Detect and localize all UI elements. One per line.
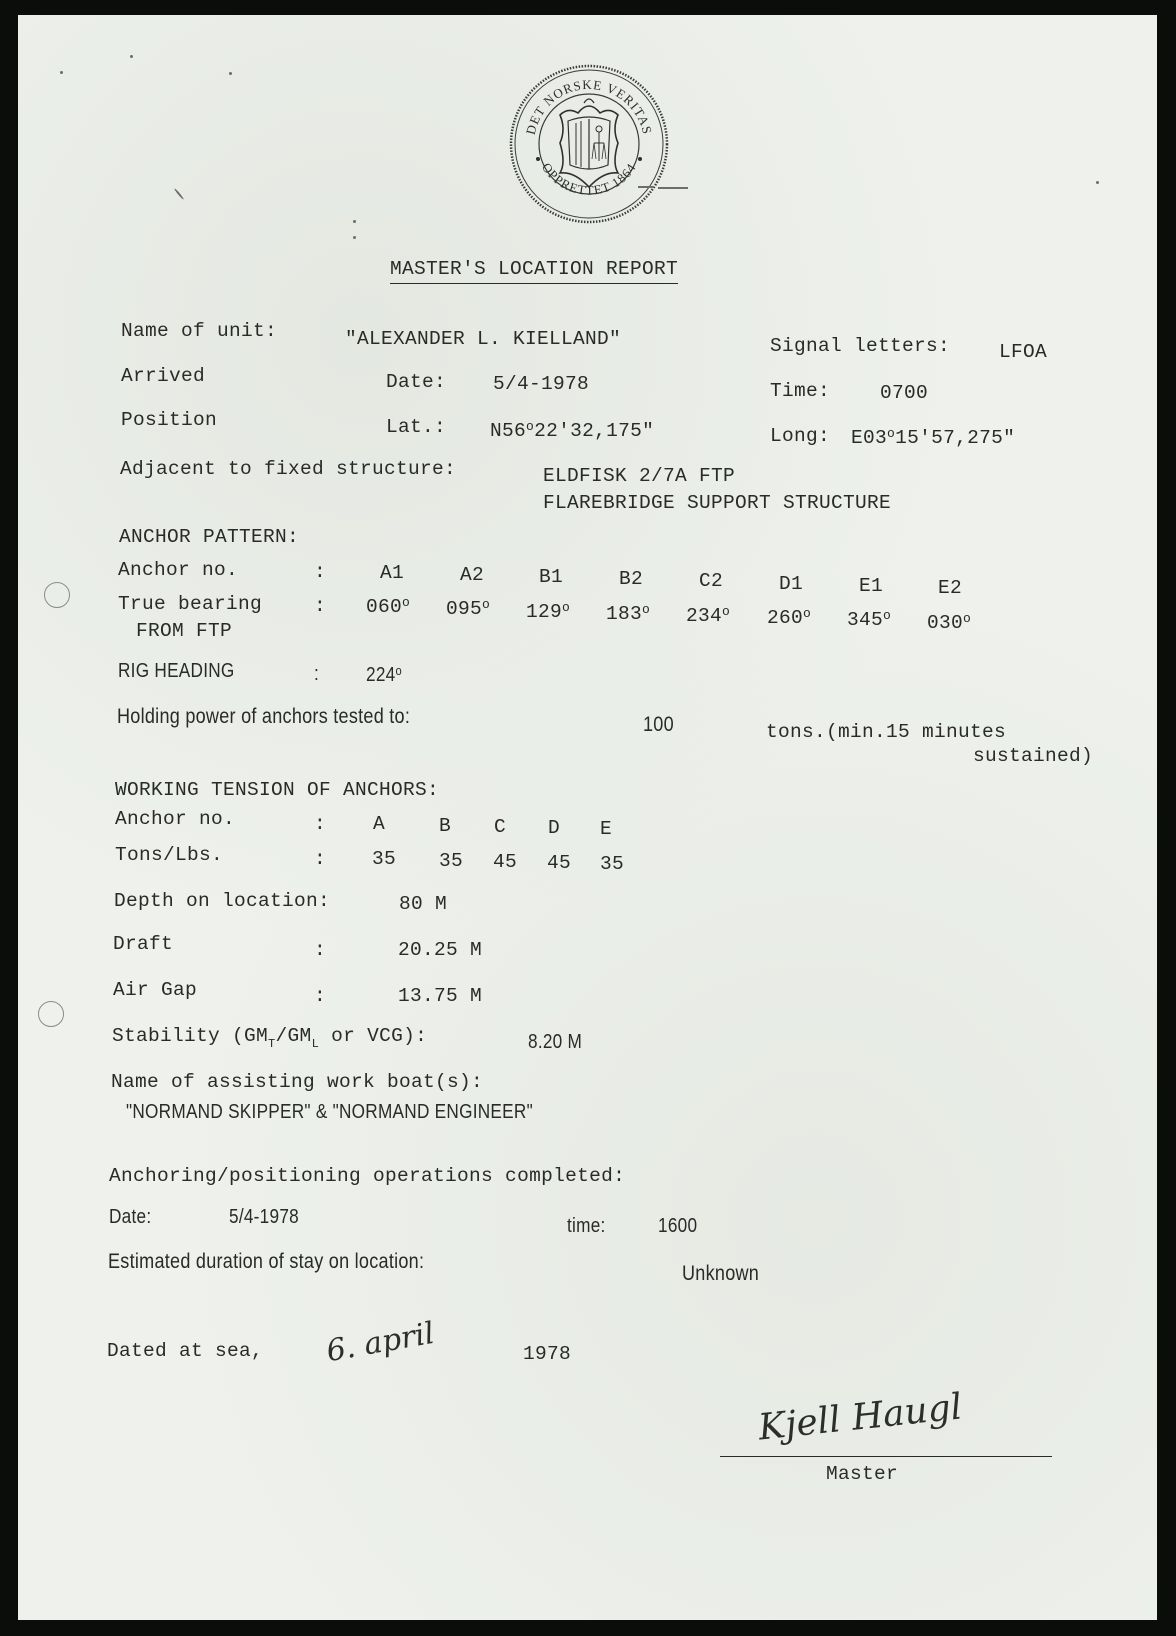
anchor-bearing: 345$^o$ [847, 608, 892, 631]
completed-time-label: time: [567, 1215, 606, 1237]
tons-label: Tons/Lbs. [115, 844, 224, 866]
tension-tons: 45 [493, 851, 518, 873]
anchor-bearing: 183$^o$ [606, 602, 651, 625]
true-bearing-label: True bearing [118, 593, 263, 615]
dated-year: 1978 [523, 1343, 572, 1365]
draft-label: Draft [113, 933, 174, 955]
tons-colon: : [314, 848, 327, 870]
stray-mark [658, 187, 688, 189]
air-gap-colon: : [314, 985, 327, 1007]
master-signature: Kjell Haugl [756, 1386, 965, 1449]
adjacent-structure-line1: ELDFISK 2/7A FTP [543, 465, 736, 487]
operations-completed-label: Anchoring/positioning operations completed: [109, 1165, 626, 1187]
anchor-bearing: 030$^o$ [927, 611, 972, 634]
anchor-id: A2 [460, 564, 485, 586]
tension-anchor-id: D [548, 817, 561, 839]
arrived-label: Arrived [121, 365, 206, 387]
holding-power-label: Holding power of anchors tested to: [117, 705, 411, 728]
adjacent-structure-line2: FLAREBRIDGE SUPPORT STRUCTURE [543, 492, 892, 514]
latitude-value: N56$^o$22'32,175" [490, 419, 655, 442]
anchor-bearing: 060$^o$ [366, 595, 411, 618]
seal-text-bottom: OPPRETTET 1864 [538, 159, 639, 198]
anchor-pattern-heading: ANCHOR PATTERN: [119, 526, 300, 548]
anchor-bearing: 095$^o$ [446, 597, 491, 620]
anchor-id: B1 [539, 566, 564, 588]
report-title: MASTER'S LOCATION REPORT [390, 258, 678, 284]
holding-power-unit-line2: sustained) [973, 745, 1094, 767]
completed-date-value: 5/4-1978 [229, 1206, 299, 1228]
stray-mark [174, 188, 185, 200]
unit-value: "ALEXANDER L. KIELLAND" [345, 328, 622, 350]
draft-value: 20.25 M [398, 939, 483, 961]
speck [60, 71, 63, 74]
det-norske-veritas-seal [508, 63, 670, 225]
stability-label: Stability ($GM_T/GM_L$ or VCG): [112, 1025, 428, 1051]
anchor-no-label: Anchor no. [118, 559, 239, 581]
stability-value: 8.20 M [528, 1031, 583, 1053]
anchor-id: A1 [380, 562, 405, 584]
tension-anchor-id: A [373, 813, 386, 835]
draft-colon: : [314, 939, 327, 961]
anchor-id: D1 [779, 573, 804, 595]
longitude-label: Long: [770, 425, 831, 447]
speck [229, 72, 232, 75]
anchor-id: B2 [619, 568, 644, 590]
anchor-id: C2 [699, 570, 724, 592]
depth-label: Depth on location: [114, 890, 331, 912]
latitude-label: Lat.: [386, 416, 447, 438]
signature-line [720, 1456, 1052, 1457]
rig-heading-label: RIG HEADING [118, 660, 235, 682]
duration-label: Estimated duration of stay on location: [108, 1250, 425, 1273]
unit-label: Name of unit: [121, 320, 278, 342]
tension-tons: 35 [372, 848, 397, 870]
signal-letters-value: LFOA [999, 341, 1048, 363]
tension-anchor-no-colon: : [314, 813, 327, 835]
holding-power-unit-line1: tons.(min.15 minutes [766, 721, 1007, 743]
tension-tons: 35 [600, 853, 625, 875]
anchor-id: E1 [859, 575, 884, 597]
signal-letters-label: Signal letters: [770, 335, 951, 357]
tension-tons: 45 [547, 852, 572, 874]
anchor-no-colon: : [314, 561, 327, 583]
document-page [18, 15, 1157, 1620]
adjacent-structure-label: Adjacent to fixed structure: [120, 458, 457, 480]
anchor-id: E2 [938, 577, 963, 599]
speck [130, 55, 133, 58]
air-gap-label: Air Gap [113, 979, 198, 1001]
speck [1096, 181, 1099, 184]
handwritten-date: 6. april [323, 1315, 437, 1370]
tension-anchor-no-label: Anchor no. [115, 808, 236, 830]
dated-at-sea-label: Dated at sea, [107, 1340, 264, 1362]
air-gap-value: 13.75 M [398, 985, 483, 1007]
true-bearing-colon: : [314, 595, 327, 617]
arrived-date-label: Date: [386, 371, 447, 393]
holding-power-value: 100 [643, 713, 674, 736]
work-boats-label: Name of assisting work boat(s): [111, 1071, 484, 1093]
completed-date-label: Date: [109, 1206, 152, 1228]
completed-time-value: 1600 [658, 1215, 698, 1237]
arrived-date-value: 5/4-1978 [493, 373, 590, 395]
longitude-value: E03$^o$15'57,275" [851, 426, 1016, 449]
anchor-bearing: 260$^o$ [767, 606, 812, 629]
position-label: Position [121, 409, 218, 431]
master-label: Master [826, 1463, 899, 1485]
arrived-time-value: 0700 [880, 382, 929, 404]
arrived-time-label: Time: [770, 380, 831, 402]
anchor-bearing: 129$^o$ [526, 600, 571, 623]
tension-tons: 35 [439, 850, 464, 872]
work-boats-value: "NORMAND SKIPPER" & "NORMAND ENGINEER" [126, 1101, 533, 1123]
rig-heading-value: 224$^o$ [366, 663, 402, 686]
working-tension-heading: WORKING TENSION OF ANCHORS: [115, 779, 440, 801]
rig-heading-colon: : [314, 663, 320, 685]
speck [353, 236, 356, 239]
punch-hole [44, 582, 70, 608]
duration-value: Unknown [682, 1262, 760, 1285]
true-bearing-sublabel: FROM FTP [136, 620, 233, 642]
stray-mark [638, 186, 654, 188]
seal-text-top: DET NORSKE VERITAS [522, 76, 656, 137]
speck [353, 220, 356, 223]
tension-anchor-id: B [439, 815, 452, 837]
tension-anchor-id: C [494, 816, 507, 838]
punch-hole [38, 1001, 64, 1027]
depth-value: 80 M [399, 893, 448, 915]
tension-anchor-id: E [600, 818, 613, 840]
anchor-bearing: 234$^o$ [686, 604, 731, 627]
